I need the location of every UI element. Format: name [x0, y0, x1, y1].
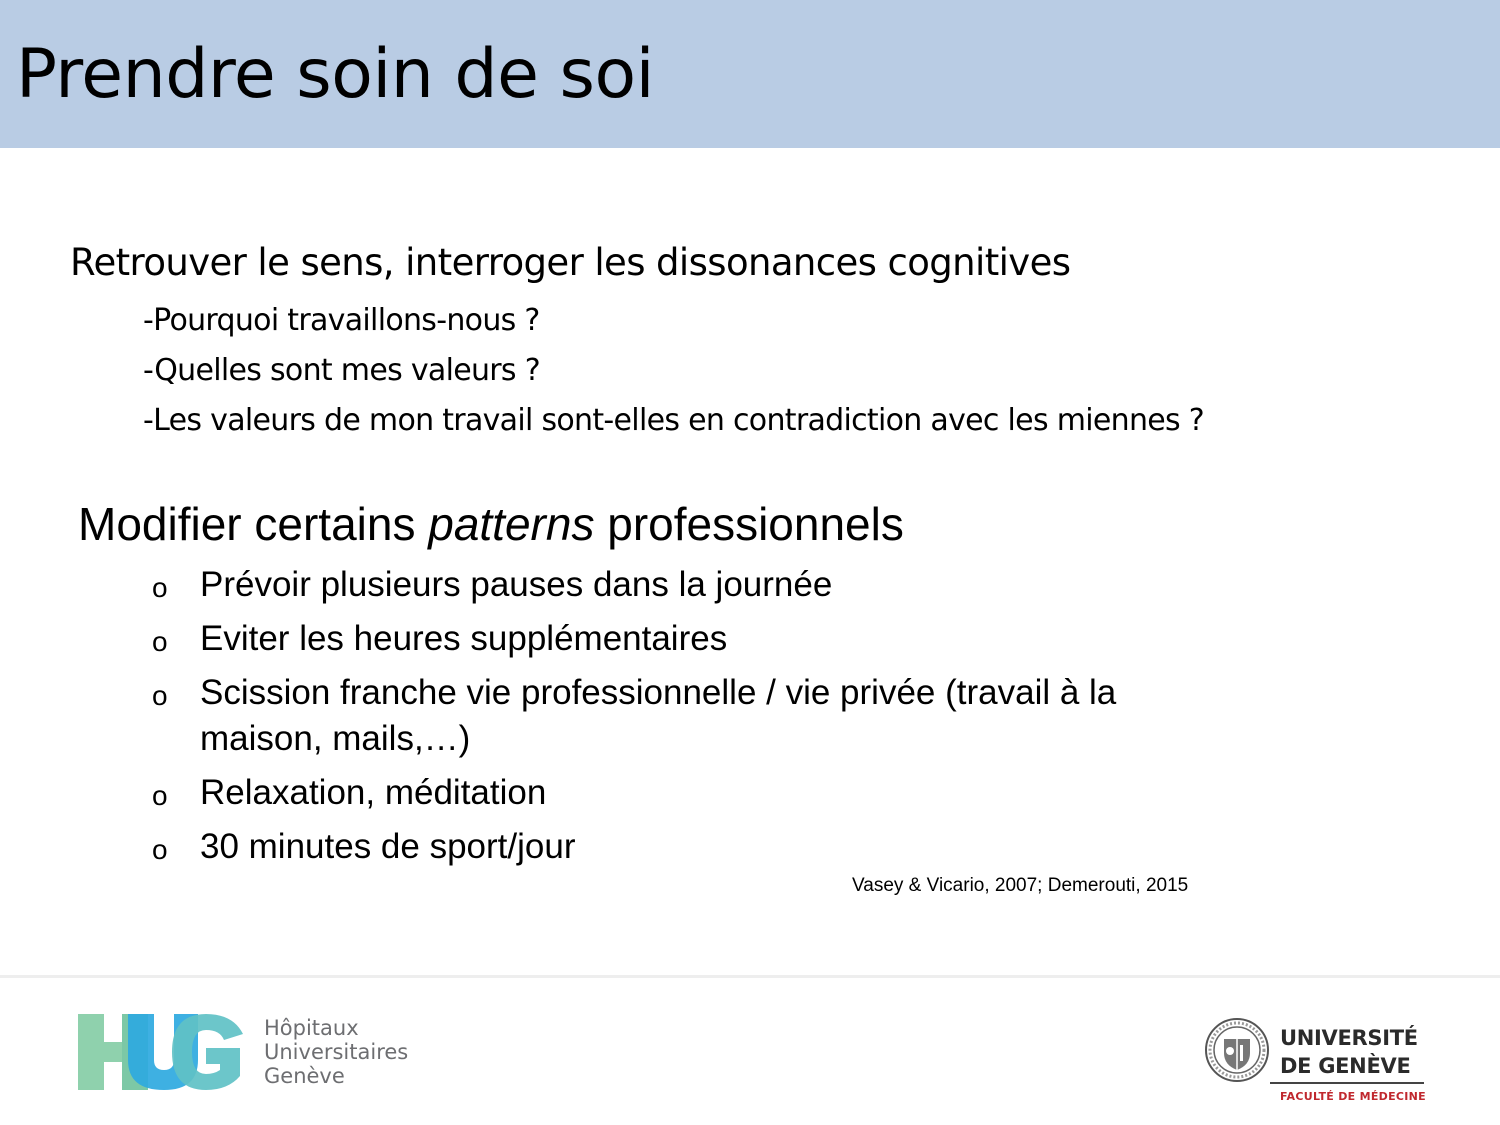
title-band — [0, 0, 1500, 148]
hug-name-line: Universitaires — [264, 1040, 409, 1064]
question-item: -Pourquoi travaillons-nous ? — [143, 303, 540, 338]
unige-name-line: DE GENÈVE — [1280, 1054, 1411, 1078]
list-item-text: 30 minutes de sport/jour — [200, 827, 576, 866]
recommendation-list — [152, 562, 1232, 878]
circle-bullet-icon: o — [152, 572, 168, 603]
hug-name — [264, 1016, 408, 1088]
hug-name-line: Genève — [264, 1064, 345, 1088]
unige-name — [1280, 1024, 1418, 1080]
list-item — [152, 562, 1232, 608]
list-item-text: Prévoir plusieurs pauses dans la journée — [200, 565, 833, 604]
unige-faculty: FACULTÉ DE MÉDECINE — [1280, 1090, 1426, 1103]
section-heading-patterns — [78, 495, 904, 553]
question-list — [143, 296, 1204, 446]
question-item: -Quelles sont mes valeurs ? — [143, 353, 540, 388]
unige-name-line: UNIVERSITÉ — [1280, 1026, 1418, 1050]
circle-bullet-icon: o — [152, 626, 168, 657]
heading-text-start: Modifier certains — [78, 498, 416, 550]
unige-divider — [1270, 1082, 1424, 1084]
list-item-text: Eviter les heures supplémentaires — [200, 619, 728, 658]
list-item — [152, 770, 1232, 816]
hug-name-line: Hôpitaux — [264, 1016, 359, 1040]
question-item: -Les valeurs de mon travail sont-elles en contradiction avec les miennes ? — [143, 403, 1204, 438]
footer-divider — [0, 975, 1500, 978]
list-item-text: Scission franche vie professionnelle / vie privée (travail à la maison, mails,…) — [200, 673, 1117, 758]
circle-bullet-icon: o — [152, 680, 168, 711]
university-seal-icon — [1204, 1017, 1270, 1083]
slide-title: Prendre soin de soi — [16, 35, 654, 114]
list-item — [152, 670, 1232, 762]
list-item — [152, 616, 1232, 662]
citation: Vasey & Vicario, 2007; Demerouti, 2015 — [852, 875, 1189, 896]
list-item-text: Relaxation, méditation — [200, 773, 547, 812]
section-heading-meaning: Retrouver le sens, interroger les dissonances cognitives — [70, 241, 1071, 284]
heading-text-end: professionnels — [607, 498, 904, 550]
hug-logo — [78, 1014, 243, 1090]
list-item — [152, 824, 1232, 870]
circle-bullet-icon: o — [152, 834, 168, 865]
circle-bullet-icon: o — [152, 780, 168, 811]
heading-text-italic: patterns — [428, 498, 595, 550]
